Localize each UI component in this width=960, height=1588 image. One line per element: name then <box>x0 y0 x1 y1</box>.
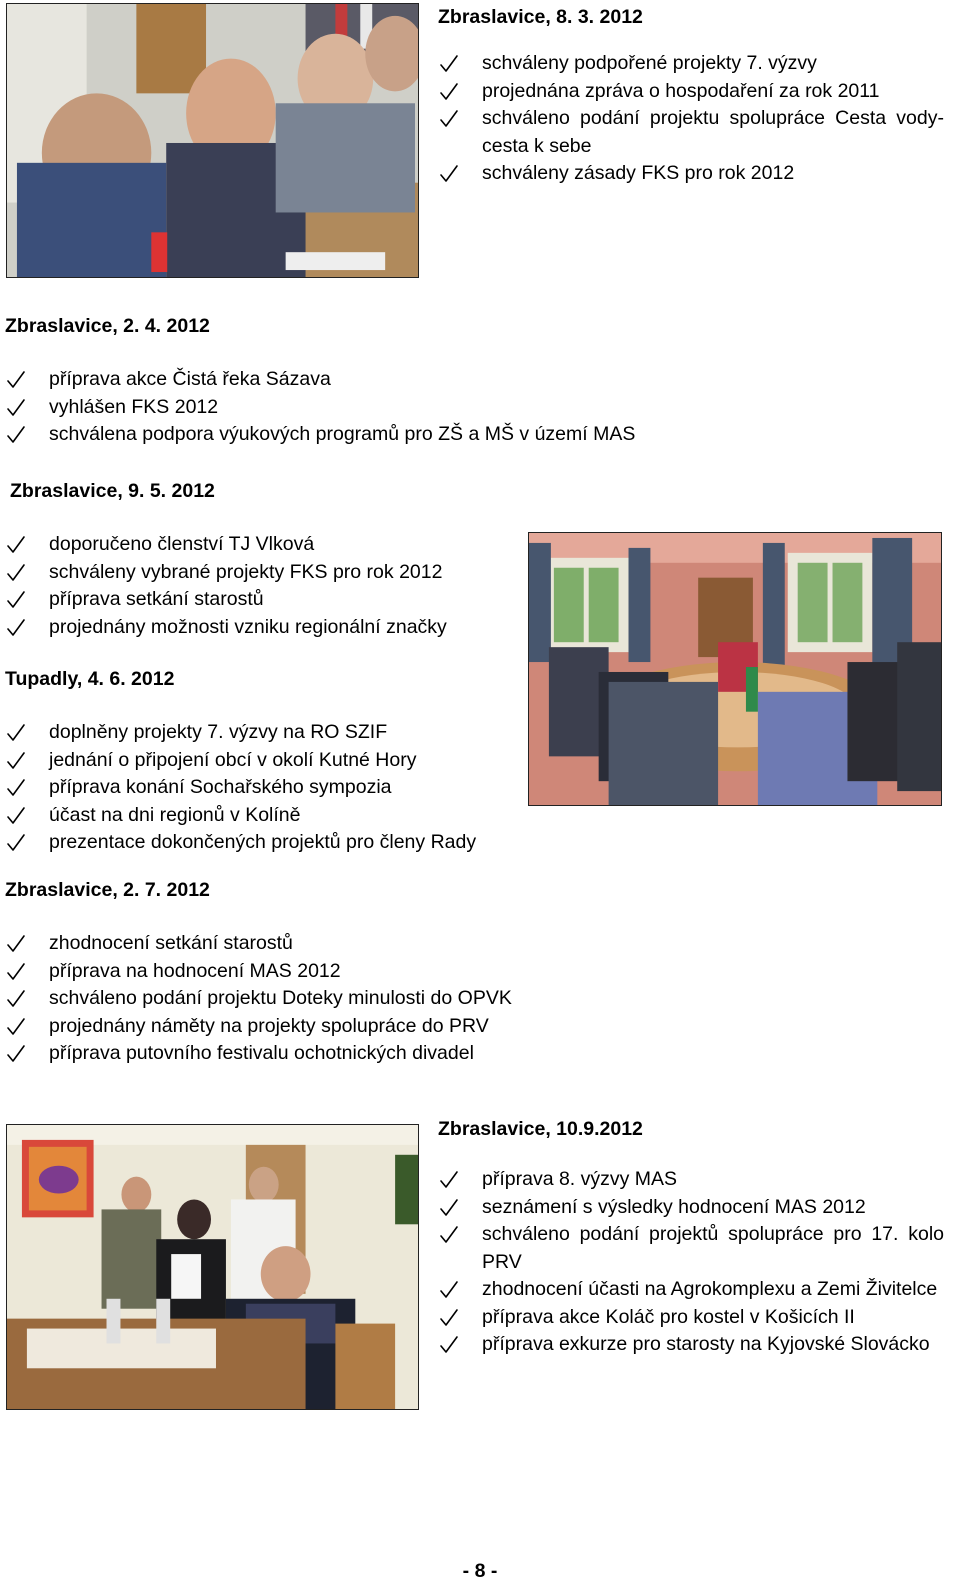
checkmark-icon <box>5 586 27 613</box>
list-item: příprava na hodnocení MAS 2012 <box>5 958 705 986</box>
checkmark-icon <box>5 774 27 801</box>
checkmark-icon <box>438 1221 460 1248</box>
checkmark-icon <box>5 394 27 421</box>
section-items-list <box>438 50 944 188</box>
checkmark-icon <box>438 50 460 77</box>
list-item: schváleny zásady FKS pro rok 2012 <box>438 160 944 188</box>
list-item: schváleny podpořené projekty 7. výzvy <box>438 50 944 78</box>
list-item: seznámení s výsledky hodnocení MAS 2012 <box>438 1194 944 1222</box>
list-item: projednána zpráva o hospodaření za rok 2011 <box>438 78 944 106</box>
list-item: schváleny vybrané projekty FKS pro rok 2012 <box>5 559 515 587</box>
list-item: schváleno podání projektu Doteky minulosti do OPVK <box>5 985 705 1013</box>
list-item: příprava 8. výzvy MAS <box>438 1166 944 1194</box>
section-items-list <box>438 1166 944 1359</box>
page-number: - 8 - <box>462 1560 498 1582</box>
list-item: příprava exkurze pro starosty na Kyjovské Slovácko <box>438 1331 944 1359</box>
checkmark-icon <box>5 559 27 586</box>
list-item: vyhlášen FKS 2012 <box>5 394 705 422</box>
checkmark-icon <box>5 747 27 774</box>
checkmark-icon <box>5 829 27 856</box>
checkmark-icon <box>5 930 27 957</box>
checkmark-icon <box>5 719 27 746</box>
checkmark-icon <box>438 105 460 132</box>
list-item: jednání o připojení obcí v okolí Kutné Hory <box>5 747 520 775</box>
list-item: zhodnocení setkání starostů <box>5 930 705 958</box>
checkmark-icon <box>438 1276 460 1303</box>
list-item: schváleno podání projektů spolupráce pro 17. kolo PRV <box>438 1221 944 1276</box>
checkmark-icon <box>5 366 27 393</box>
meeting-photo-march <box>6 3 419 278</box>
meeting-photo-september <box>6 1124 419 1410</box>
list-item: příprava putovního festivalu ochotnických divadel <box>5 1040 705 1068</box>
list-item: příprava akce Čistá řeka Sázava <box>5 366 705 394</box>
list-item: prezentace dokončených projektů pro členy Rady <box>5 829 520 857</box>
list-item: schváleno podání projektu spolupráce Cesta vody- cesta k sebe <box>438 105 944 160</box>
list-item: projednány náměty na projekty spolupráce do PRV <box>5 1013 705 1041</box>
section-items-list <box>5 366 705 449</box>
checkmark-icon <box>5 1013 27 1040</box>
list-item: projednány možnosti vzniku regionální značky <box>5 614 515 642</box>
section-heading: Zbraslavice, 9. 5. 2012 <box>10 480 215 502</box>
checkmark-icon <box>438 1331 460 1358</box>
checkmark-icon <box>5 421 27 448</box>
checkmark-icon <box>5 614 27 641</box>
section-heading: Zbraslavice, 10.9.2012 <box>438 1118 643 1140</box>
list-item: zhodnocení účasti na Agrokomplexu a Zemi Živitelce <box>438 1276 944 1304</box>
checkmark-icon <box>438 1166 460 1193</box>
list-item: příprava setkání starostů <box>5 586 515 614</box>
list-item: účast na dni regionů v Kolíně <box>5 802 520 830</box>
section-items-list <box>5 719 520 857</box>
section-heading: Tupadly, 4. 6. 2012 <box>5 668 175 690</box>
checkmark-icon <box>5 531 27 558</box>
section-items-list <box>5 930 705 1068</box>
checkmark-icon <box>5 985 27 1012</box>
list-item: příprava akce Koláč pro kostel v Košicích II <box>438 1304 944 1332</box>
checkmark-icon <box>438 1194 460 1221</box>
meeting-photo-may <box>528 532 942 806</box>
section-heading: Zbraslavice, 8. 3. 2012 <box>438 6 643 28</box>
list-item: doporučeno členství TJ Vlková <box>5 531 515 559</box>
checkmark-icon <box>438 1304 460 1331</box>
list-item: schválena podpora výukových programů pro ZŠ a MŠ v území MAS <box>5 421 705 449</box>
checkmark-icon <box>438 160 460 187</box>
checkmark-icon <box>5 1040 27 1067</box>
list-item: doplněny projekty 7. výzvy na RO SZIF <box>5 719 520 747</box>
list-item: příprava konání Sochařského sympozia <box>5 774 520 802</box>
section-heading: Zbraslavice, 2. 4. 2012 <box>5 315 210 337</box>
section-heading: Zbraslavice, 2. 7. 2012 <box>5 879 210 901</box>
checkmark-icon <box>5 958 27 985</box>
checkmark-icon <box>5 802 27 829</box>
checkmark-icon <box>438 78 460 105</box>
section-items-list <box>5 531 515 641</box>
